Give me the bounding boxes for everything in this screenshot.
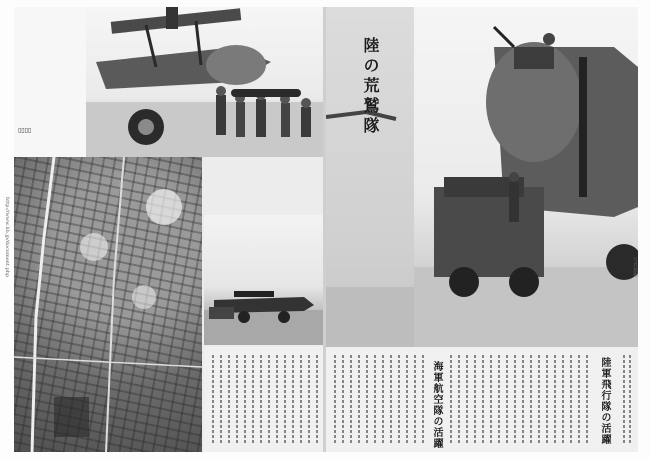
small-caption: ▯▯▯▯: [18, 127, 32, 134]
body-text-columns: [210, 355, 318, 445]
photo-aerial-view-city: [14, 157, 202, 452]
right-page-title: 陸の荒鷲隊: [361, 37, 380, 137]
caption-area-top-left: [14, 7, 86, 157]
photo-aircraft-on-field: [204, 215, 324, 345]
body-text-columns-b: [448, 355, 596, 445]
photo-biplane-ground-crew: [86, 7, 324, 157]
photo-bomber-gunner-truck: [414, 7, 638, 347]
body-text-columns-a: [332, 355, 427, 445]
heading-army-air: 陸軍飛行隊の活躍: [599, 357, 610, 445]
article-text-left: [204, 347, 324, 452]
article-text-right: [326, 347, 638, 452]
watermark-left: http://www.lib.jp/document.php: [4, 197, 10, 278]
heading-navy-air: 海軍航空隊の活躍: [431, 361, 442, 449]
side-label-right: 写真週報: [632, 257, 638, 277]
magazine-spread: [4, 7, 638, 452]
body-text-columns-c: [621, 355, 633, 445]
